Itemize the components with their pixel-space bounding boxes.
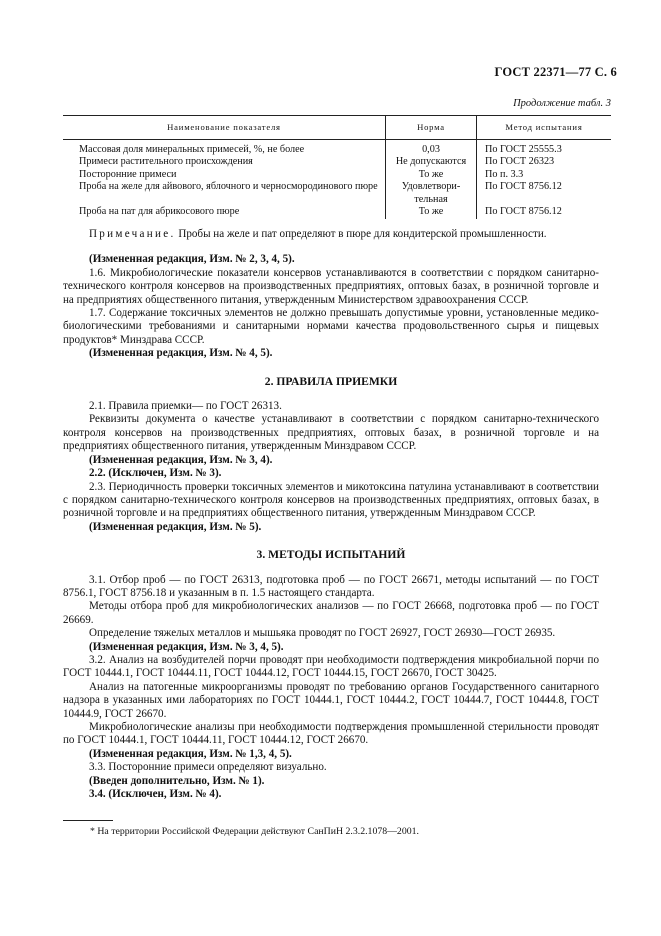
paragraph-2-1: 2.1. Правила приемки— по ГОСТ 26313. <box>89 400 282 413</box>
paragraph-3-1: 3.1. Отбор проб — по ГОСТ 26313, подготовка проб — по ГОСТ 26671, методы испытаний — по ГОСТ 8756.1, ГОСТ 8756.18 и указанным в п. 1.5 настоящего стандарта. <box>63 573 599 599</box>
revision-note: (Измененная редакция, Изм. № 5). <box>89 520 262 533</box>
column-header-indicator: Наименование показателя <box>63 116 386 140</box>
cell-method: По п. 3.3 <box>477 169 612 182</box>
paragraph-3-3: 3.3. Посторонние примеси определяют визуально. <box>89 761 327 774</box>
footnote: * На территории Российской Федерации действуют СанПиН 2.3.2.1078—2001. <box>90 826 419 837</box>
revision-note: (Измененная редакция, Изм. № 3, 4, 5). <box>89 640 284 653</box>
indicators-table <box>63 115 611 219</box>
paragraph-2-1-details: Реквизиты документа о качестве устанавливают в соответствии с порядком санитарно-технического контроля консервов на производственных предприятиях, оптовых базах, в розничной торговле и на предприятиях общественного питания, утвержденным Минздравом СССР. <box>63 413 599 453</box>
cell-norm: Удовлетвори-тельная <box>386 181 477 206</box>
cell-method: По ГОСТ 25555.3 <box>477 139 612 156</box>
paragraph-3-2-sterility: Микробиологические анализы при необходимости подтверждения промышленной стерильности проводят по ГОСТ 10444.1, ГОСТ 10444.11, ГОСТ 10444.12, ГОСТ 26670. <box>63 721 599 747</box>
paragraph-3-2: 3.2. Анализ на возбудителей порчи проводят при необходимости подтверждения микробиальной порчи по ГОСТ 10444.1, ГОСТ 10444.11, ГОСТ 10444.12, ГОСТ 10444.15, ГОСТ 26670, ГОСТ 30425. <box>63 653 599 680</box>
cell-norm: Не допускаются <box>386 156 477 169</box>
paragraph-3-4: 3.4. (Исключен, Изм. № 4). <box>89 788 222 801</box>
table-row <box>63 181 611 206</box>
paragraph-2-2: 2.2. (Исключен, Изм. № 3). <box>89 467 222 480</box>
paragraph-3-1-metals: Определение тяжелых металлов и мышьяка проводят по ГОСТ 26927, ГОСТ 26930—ГОСТ 26935. <box>89 627 556 640</box>
revision-note: (Введен дополнительно, Изм. № 1). <box>89 774 265 787</box>
standard-header: ГОСТ 22371—77 С. 6 <box>494 65 617 79</box>
table-row <box>63 169 611 182</box>
table-note <box>63 228 599 241</box>
cell-method: По ГОСТ 8756.12 <box>477 206 612 219</box>
paragraph-1-7: 1.7. Содержание токсичных элементов не должно превышать допустимые уровни, установленные медико-биологическими требованиями и санитарными нормами качества продовольственного сырья и пищевых продуктов* Минздрава СССР. <box>63 307 599 346</box>
cell-indicator: Проба на желе для айвового, яблочного и черносмородинового пюре <box>79 181 378 192</box>
cell-method: По ГОСТ 26323 <box>477 156 612 169</box>
table-row <box>63 139 611 156</box>
table-header-row <box>63 116 611 140</box>
cell-norm: То же <box>386 169 477 182</box>
paragraph-1-6: 1.6. Микробиологические показатели консервов устанавливаются в соответствии с порядком санитарно-технического контроля консервов на производственных предприятиях, оптовых базах, в розничной торговле и на предприятиях общественного питания, утвержденным Министерством здравоохранения СССР. <box>63 266 599 306</box>
cell-indicator: Массовая доля минеральных примесей, %, не более <box>79 143 305 155</box>
cell-norm: 0,03 <box>386 139 477 156</box>
document-body <box>63 228 599 801</box>
revision-note: (Измененная редакция, Изм. № 4, 5). <box>89 347 273 360</box>
table-continuation-label: Продолжение табл. 3 <box>513 98 611 109</box>
revision-note: (Измененная редакция, Изм. № 1,3, 4, 5). <box>89 747 292 760</box>
note-label: Примечание. <box>89 228 176 240</box>
paragraph-3-2-pathogens: Анализ на патогенные микроорганизмы проводят по требованию органов Государственного санитарного надзора в указанных ими лабораториях по ГОСТ 10444.1, ГОСТ 10444.2, ГОСТ 10444.7, ГОСТ 10444.8, ГОСТ 10444.9, ГОСТ 26670. <box>63 680 599 720</box>
table-row <box>63 206 611 219</box>
note-text: Пробы на желе и пат определяют в пюре для кондитерской промышленности. <box>178 228 547 240</box>
footnote-divider <box>63 820 113 821</box>
section-3-title: 3. МЕТОДЫ ИСПЫТАНИЙ <box>256 548 406 562</box>
cell-indicator: Посторонние примеси <box>79 168 177 180</box>
section-2-title: 2. ПРАВИЛА ПРИЕМКИ <box>264 374 398 388</box>
revision-note: (Измененная редакция, Изм. № 2, 3, 4, 5). <box>89 253 295 266</box>
table-row <box>63 156 611 169</box>
cell-norm: То же <box>386 206 477 219</box>
cell-indicator: Проба на пат для абрикосового пюре <box>79 206 240 217</box>
column-header-method: Метод испытания <box>477 116 612 140</box>
column-header-norm: Норма <box>386 116 477 140</box>
paragraph-2-3: 2.3. Периодичность проверки токсичных элементов и микотоксина патулина устанавливают в соответствии с порядком санитарно-технического контроля консервов на производственных предприятиях, оптовых базах, в розничной торговле и на предприятиях общественного питания, утвержденным Минздравом СССР. <box>63 480 599 520</box>
revision-note: (Измененная редакция, Изм. № 3, 4). <box>89 453 273 466</box>
cell-indicator: Примеси растительного происхождения <box>79 156 253 167</box>
paragraph-3-1-sampling: Методы отбора проб для микробиологических анализов — по ГОСТ 26668, подготовка проб — по ГОСТ 26669. <box>63 600 599 626</box>
cell-method: По ГОСТ 8756.12 <box>477 181 612 206</box>
